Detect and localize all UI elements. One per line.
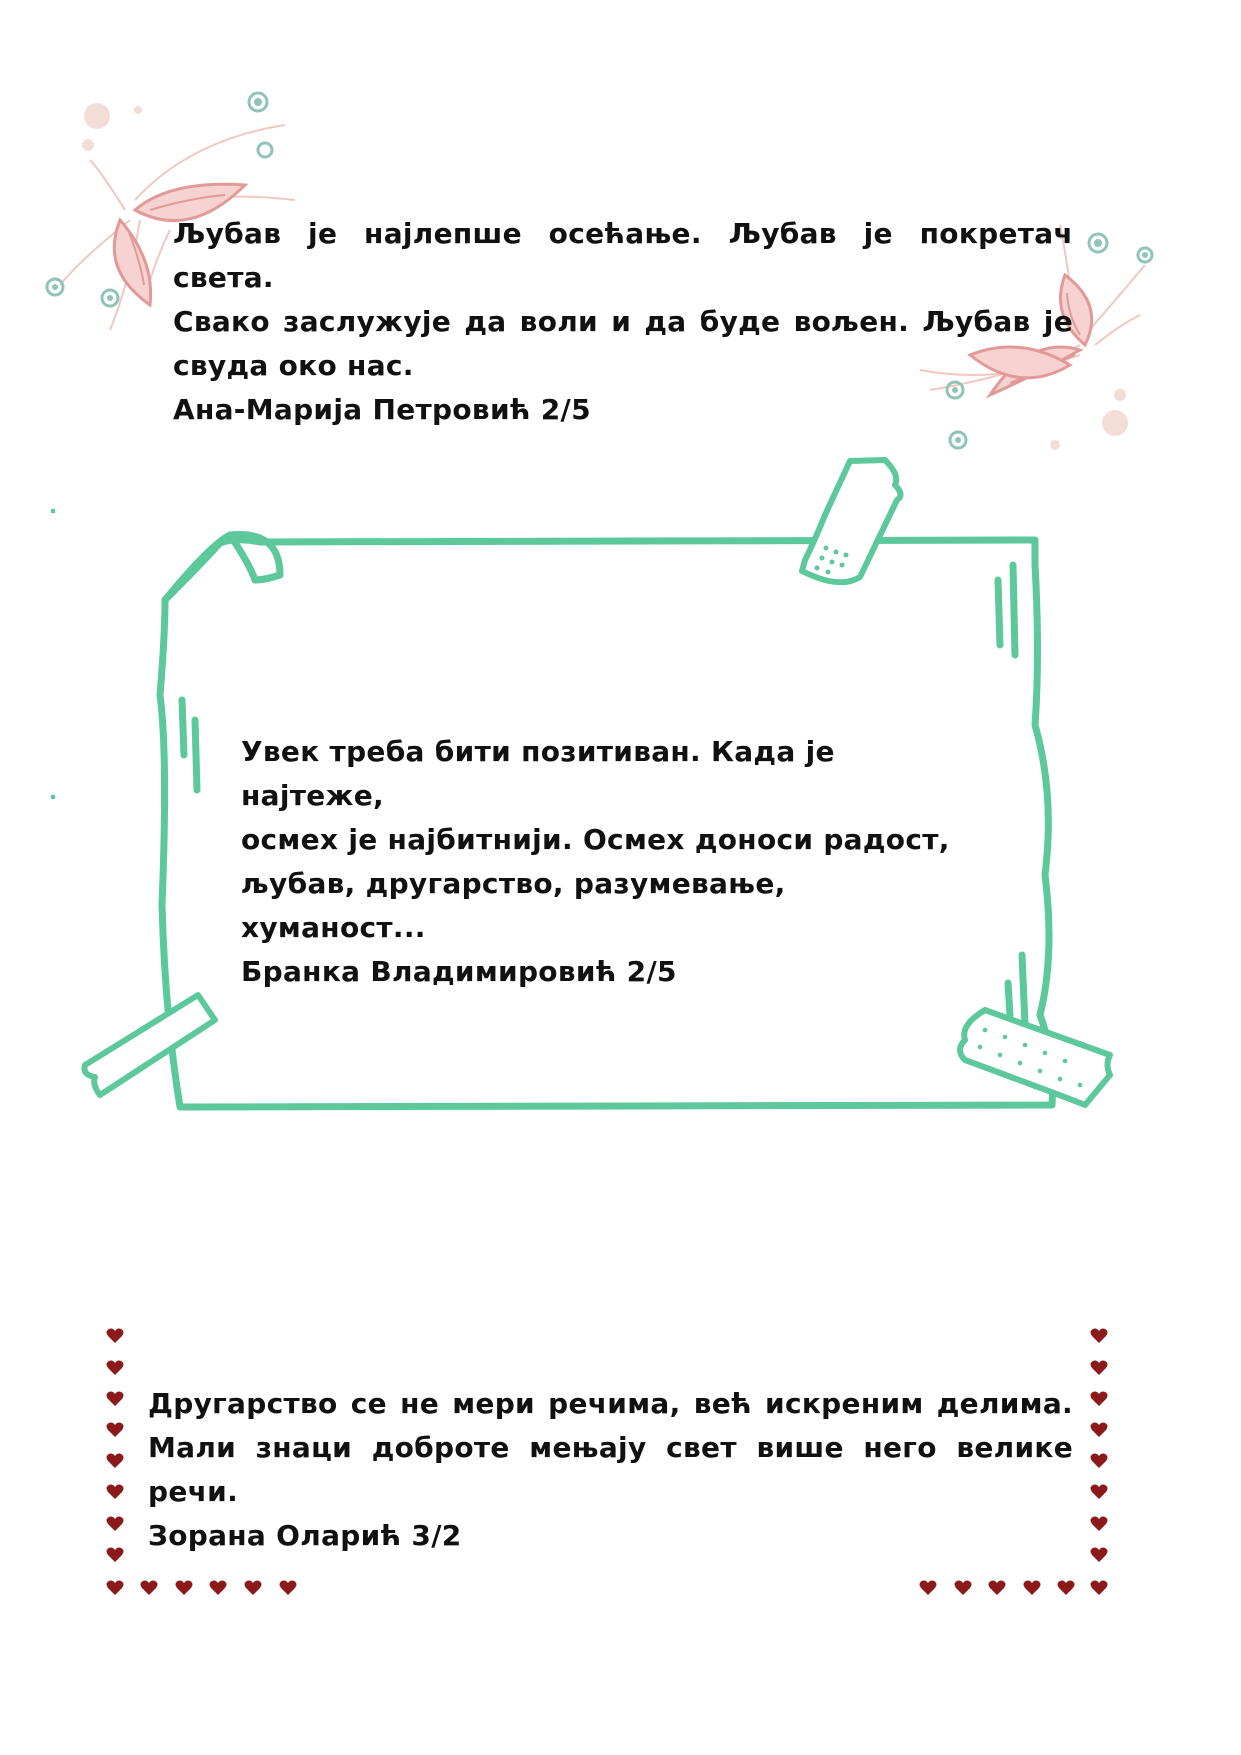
heart-icon bbox=[279, 1580, 297, 1596]
quote-2-line-2: осмех је најбитнији. Осмех доноси радост, bbox=[241, 823, 950, 856]
quote-1-line-3: свуда око нас. bbox=[173, 349, 414, 382]
heart-icon bbox=[954, 1580, 972, 1596]
heart-icon bbox=[1090, 1547, 1108, 1563]
heart-icon bbox=[1090, 1453, 1108, 1469]
heart-icon bbox=[106, 1422, 124, 1438]
heart-icon bbox=[106, 1391, 124, 1407]
heart-icon bbox=[988, 1580, 1006, 1596]
heart-icon bbox=[1090, 1580, 1108, 1596]
margin-dot bbox=[51, 509, 55, 513]
heart-icon bbox=[1090, 1328, 1108, 1344]
quote-2-author: Бранка Владимировић 2/5 bbox=[241, 955, 677, 988]
quote-3-line-2: Мали знаци доброте мењају свет више него велике речи. bbox=[148, 1431, 1073, 1508]
quote-2-line-1: Увек треба бити позитиван. Када је најтеже, bbox=[241, 735, 835, 812]
heart-icon bbox=[1090, 1422, 1108, 1438]
heart-icon bbox=[1090, 1360, 1108, 1376]
heart-icon bbox=[106, 1484, 124, 1500]
heart-icon bbox=[1090, 1391, 1108, 1407]
heart-icon bbox=[106, 1547, 124, 1563]
heart-icon bbox=[209, 1580, 227, 1596]
heart-icon bbox=[175, 1580, 193, 1596]
heart-icon bbox=[1057, 1580, 1075, 1596]
quote-3-author: Зорана Оларић 3/2 bbox=[148, 1519, 462, 1552]
heart-icon bbox=[1023, 1580, 1041, 1596]
heart-icon bbox=[1090, 1516, 1108, 1532]
quote-block-2 bbox=[241, 730, 971, 994]
heart-icon bbox=[106, 1580, 124, 1596]
quote-2-line-3: љубав, другарство, разумевање, хуманост... bbox=[241, 867, 786, 944]
margin-dot bbox=[51, 795, 55, 799]
heart-icon bbox=[919, 1580, 937, 1596]
heart-icon bbox=[140, 1580, 158, 1596]
heart-icon bbox=[106, 1328, 124, 1344]
heart-icon bbox=[106, 1453, 124, 1469]
heart-icon bbox=[106, 1360, 124, 1376]
quote-block-1 bbox=[173, 212, 1073, 432]
quote-3-line-1: Другарство се не мери речима, већ искреним делима. bbox=[148, 1387, 1073, 1420]
quote-1-line-2: Свако заслужује да воли и да буде вољен. Љубав је bbox=[173, 305, 1073, 338]
heart-icon bbox=[1090, 1484, 1108, 1500]
heart-icon bbox=[244, 1580, 262, 1596]
heart-icon bbox=[106, 1516, 124, 1532]
quote-1-line-1: Љубав је најлепше осећање. Љубав је покретач света. bbox=[173, 217, 1073, 294]
quote-block-3 bbox=[148, 1382, 1073, 1558]
quote-1-author: Ана-Марија Петровић 2/5 bbox=[173, 393, 591, 426]
